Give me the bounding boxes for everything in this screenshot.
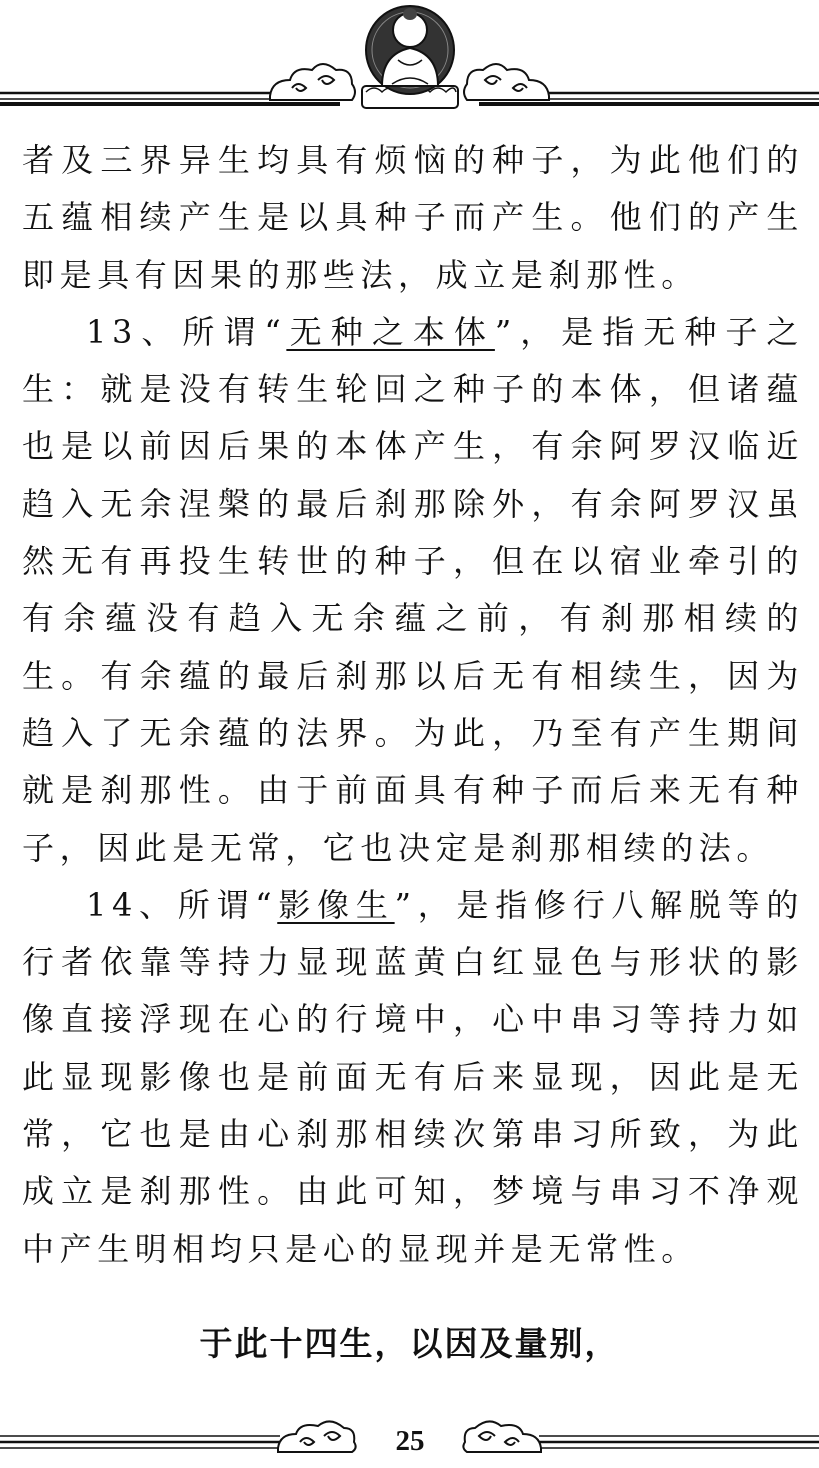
- cloud-ornament-icon: [464, 64, 549, 100]
- underlined-term: 影像生: [277, 885, 395, 924]
- text-run: ”，是指无种子之生：就是没有转生轮回之种子的本体，但诸蕴也是以前因后果的本体产生，有余阿罗汉临近趋入无余涅槃的最后刹那除外，有余阿罗汉虽然无有再投生转世的种子，但在以宿业牵引的有余蕴没有趋入无余蕴之前，有刹那相续的生。有余蕴的最后刹那以后无有相续生，因为趋入了无余蕴的法界。为此，乃至有产生期间就是刹那性。由于前面具有种子而后来无有种子，因此是无常，它也决定是刹那相续的法。: [22, 312, 804, 867]
- buddha-icon: [362, 6, 458, 108]
- paragraph: [22, 304, 804, 877]
- text-run: 14、所谓“: [86, 885, 278, 924]
- text-run: 13、所谓“: [86, 312, 287, 351]
- page-number: 25: [380, 1425, 440, 1458]
- text-run: 者及三界异生均具有烦恼的种子，为此他们的五蕴相续产生是以具种子而产生。他们的产生即是具有因果的那些法，成立是刹那性。: [22, 141, 804, 294]
- verse-line: 于此十四生，以因及量别，: [199, 1324, 620, 1363]
- text-run: ”，是指修行八解脱等的行者依靠等持力显现蓝黄白红显色与形状的影像直接浮现在心的行境中，心中串习等持力如此显现影像也是前面无有后来显现，因此是无常，它也是由心刹那相续次第串习所致，为此成立是刹那性。由此可知，梦境与串习不净观中产生明相均只是心的显现并是无常性。: [22, 885, 804, 1268]
- cloud-ornament-icon: [270, 64, 355, 100]
- cloud-ornament-icon: [278, 1421, 356, 1452]
- paragraph: [22, 877, 804, 1278]
- paragraph: [22, 132, 804, 304]
- header-ornament: [0, 0, 819, 118]
- main-text: [22, 132, 804, 1278]
- cloud-ornament-icon: [463, 1421, 541, 1452]
- underlined-term: 无种之本体: [286, 312, 495, 351]
